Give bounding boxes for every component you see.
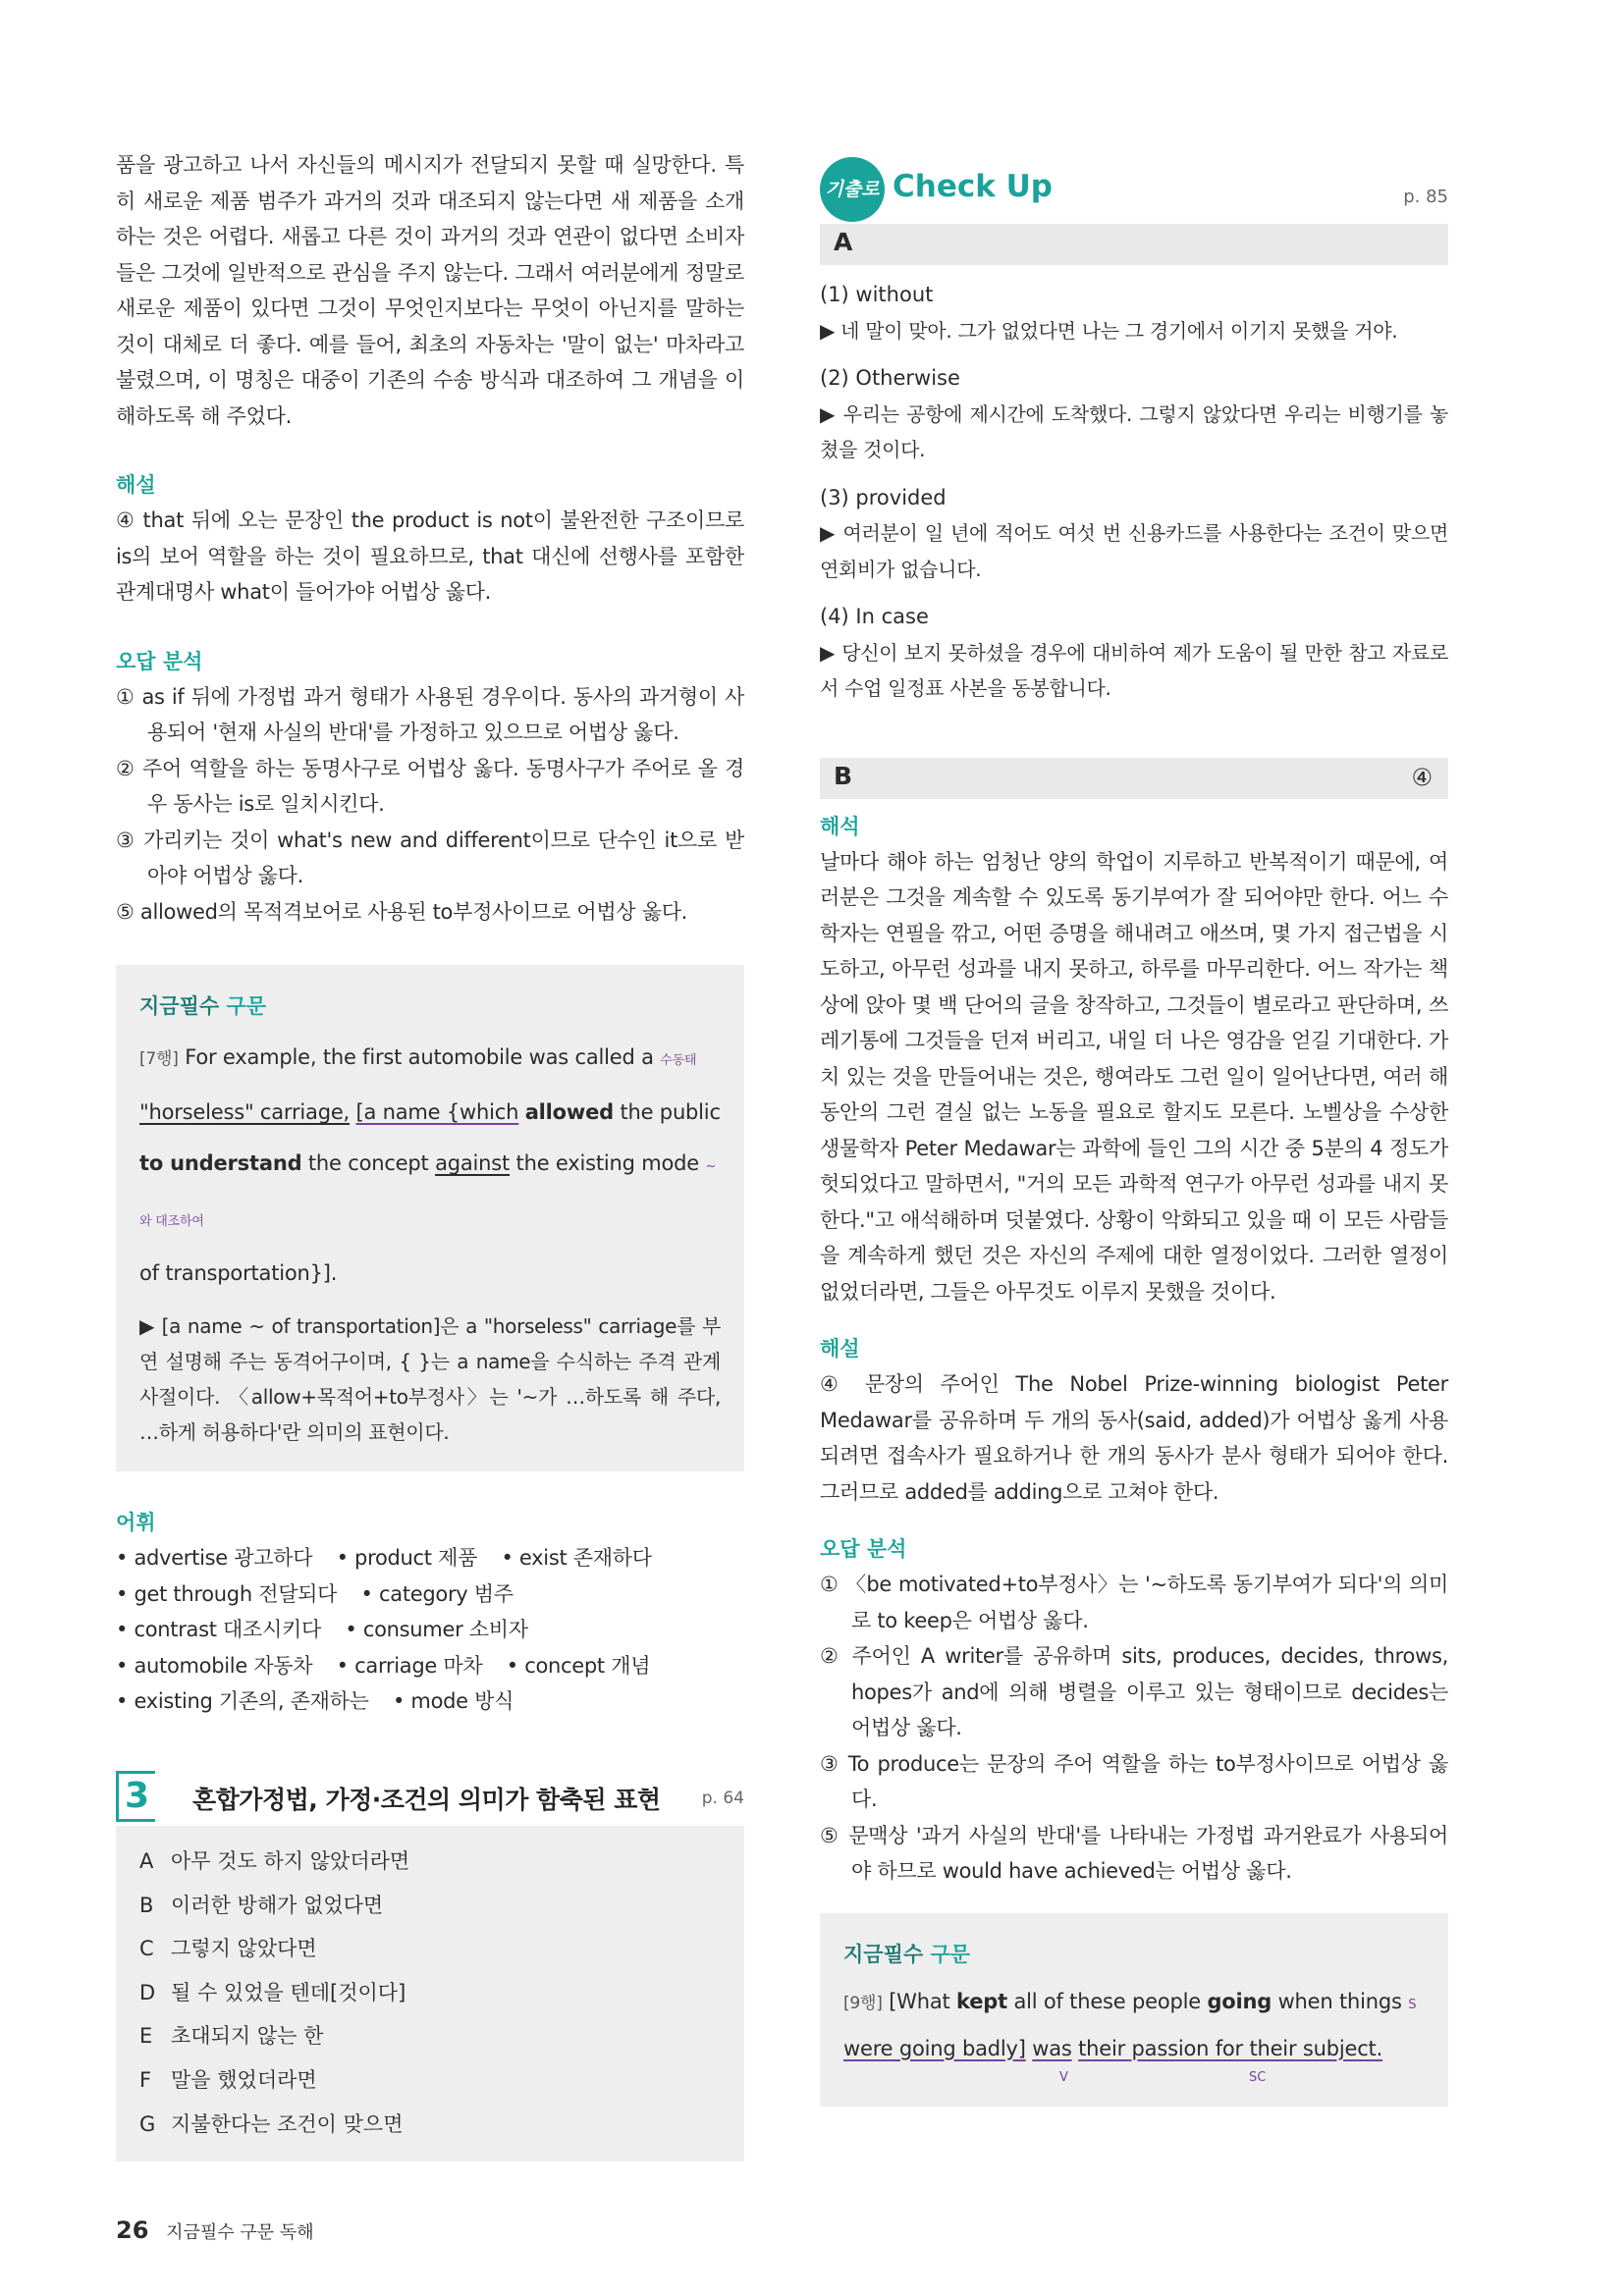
answer-row	[139, 1840, 721, 1884]
answer-row	[139, 1884, 721, 1928]
verb-annotation: V	[1059, 2069, 1068, 2085]
section3-title: 혼합가정법, 가정·조건의 의미가 함축된 표현	[192, 1786, 661, 1814]
vocab-item: • existing 기존의, 존재하는	[116, 1689, 369, 1713]
syntax-line-2	[843, 2027, 1425, 2070]
answer-text: 초대되지 않는 한	[171, 2024, 324, 2049]
key-syntax-title-main: 지금필수	[843, 1942, 924, 1966]
part-b-label: B	[834, 761, 853, 790]
syntax-line-4: of transportation}].	[139, 1261, 338, 1285]
section3-answer-list	[116, 1826, 744, 2162]
check-up-header	[820, 147, 1448, 224]
check-up-page-ref: p. 85	[1403, 187, 1448, 207]
syntax-line-3	[139, 1138, 721, 1248]
answer-text: 이러한 방해가 없었다면	[171, 1893, 384, 1917]
question: (4) In case	[820, 605, 929, 628]
odap-list	[116, 679, 744, 931]
syntax-text: all of these people	[1013, 1989, 1201, 2013]
answer-letter: E	[139, 2024, 153, 2049]
part-b-answer: ④	[1411, 763, 1433, 791]
odap-label: 오답 분석	[820, 1537, 907, 1561]
answer-text: 지불한다는 조건이 맞으면	[171, 2111, 404, 2136]
answer: ▶ 당신이 보지 못하셨을 경우에 대비하여 제가 도움이 될 만한 참고 자료로서 수업 일정표 사본을 동봉합니다.	[820, 640, 1448, 700]
vocab-item: • carriage 마차	[336, 1653, 483, 1678]
line-ref: [7행]	[139, 1049, 179, 1069]
vocab-item: • mode 방식	[392, 1689, 514, 1713]
vocab-label: 어휘	[116, 1511, 156, 1534]
haeseol-label: 해설	[116, 473, 156, 497]
syntax-line-1	[843, 1980, 1425, 2027]
vocab-item: • consumer 소비자	[345, 1618, 528, 1641]
vocab-item: • exist 존재하다	[501, 1546, 652, 1570]
syntax-line-1	[139, 1032, 721, 1087]
page-number: 26	[116, 2216, 149, 2244]
syntax-text: against	[435, 1151, 511, 1175]
odap-label: 오답 분석	[116, 649, 203, 673]
page-footer	[116, 2216, 314, 2244]
vocab-item: • advertise 광고하다	[116, 1546, 313, 1570]
answer-text: 그렇지 않았다면	[171, 1937, 317, 1961]
complement-annotation: SC	[1249, 2069, 1267, 2085]
syntax-text: the existing mode	[515, 1151, 699, 1175]
vocab-item: • contrast 대조시키다	[116, 1618, 321, 1641]
odap-item: ③ To produce는 문장의 주어 역할을 하는 to부정사이므로 어법상 옳다.	[820, 1751, 1448, 1811]
part-b-bar	[820, 758, 1448, 799]
contrast-annotation: ~와 대조하여	[139, 1159, 717, 1229]
answer-row	[139, 1927, 721, 1971]
vocab-list	[116, 1540, 744, 1720]
vocab-item: • concept 개념	[506, 1653, 651, 1678]
section3-page-ref: p. 64	[701, 1789, 744, 1808]
syntax-text: allowed	[524, 1100, 614, 1124]
odap-item: ③ 가리키는 것이 what's new and different이므로 단수인 it으로 받아야 어법상 옳다.	[116, 828, 744, 887]
syntax-text: going	[1207, 1989, 1272, 2013]
syntax-text: when things	[1277, 1989, 1402, 2013]
key-syntax-title-main: 지금필수	[139, 994, 220, 1018]
vocab-item: • get through 전달되다	[116, 1581, 338, 1606]
answer-row	[139, 2103, 721, 2147]
odap-item: ⑤ allowed의 목적격보어로 사용된 to부정사이므로 어법상 옳다.	[116, 899, 688, 924]
answer-letter: A	[139, 1849, 154, 1873]
answer: ▶ 네 말이 맞아. 그가 없었다면 나는 그 경기에서 이기지 못했을 거야.	[820, 318, 1398, 343]
answer-row	[139, 2058, 721, 2103]
answer: ▶ 우리는 공항에 제시간에 도착했다. 그렇지 않았다면 우리는 비행기를 놓쳤을 것이다.	[820, 401, 1448, 461]
answer: ▶ 여러분이 일 년에 적어도 여섯 번 신용카드를 사용한다는 조건이 맞으면 연회비가 없습니다.	[820, 521, 1448, 581]
key-syntax-title-sub: 구문	[226, 994, 267, 1018]
answer-row	[139, 1971, 721, 2015]
vocab-item: • product 제품	[336, 1546, 478, 1570]
answer-letter: G	[139, 2111, 156, 2136]
answer-letter: C	[139, 1937, 154, 1961]
answer-letter: B	[139, 1893, 154, 1917]
translation-paragraph: 품을 광고하고 나서 자신들의 메시지가 전달되지 못할 때 실망한다. 특히 새로운 제품 범주가 과거의 것과 대조되지 않는다면 새 제품을 소개하는 것은 어렵다. 새롭고 다른 것이 과거의 것과 연관이 없다면 소비자들은 그것에 일반적으로 관심을 주지 않는다. 그래서 여러분에게 정말로 새로운 제품이 있다면 그것이 무엇인지보다는 무엇이 아닌지를 말하는 것이 대체로 더 좋다. 예를 들어, 최초의 자동차는 '말이 없는' 마차라고 불렸으며, 이 명칭은 대중이 기존의 수송 방식과 대조하여 그 개념을 이해하도록 해 주었다.	[116, 153, 744, 428]
key-syntax-title	[843, 1939, 1425, 1968]
vocab-item: • category 범주	[360, 1581, 514, 1606]
check-up-title: Check Up	[893, 169, 1053, 204]
haeseol-label: 해설	[820, 1337, 860, 1361]
passive-annotation: 수동태	[660, 1053, 697, 1068]
question: (1) without	[820, 283, 934, 306]
section3-header	[116, 1767, 744, 1826]
haeseol-text: ④ that 뒤에 오는 문장인 the product is not이 불완전한 구조이므로 is의 보어 역할을 하는 것이 필요하므로, that 대신에 선행사를 포함한 관계대명사 what이 들어가야 어법상 옳다.	[116, 508, 744, 604]
syntax-text: [What	[889, 1989, 950, 2013]
haeseol-text: ④ 문장의 주어인 The Nobel Prize-winning biologist Peter Medawar를 공유하며 두 개의 동사(said, added)가 어법상 옳게 사용되려면 접속사가 필요하거나 한 개의 동사가 분사 형태가 되어야 한다. 그러므로 added를 adding으로 고쳐야 한다.	[820, 1372, 1448, 1504]
syntax-note: ▶ [a name ~ of transportation]은 a "horseless" carriage를 부연 설명해 주는 동격어구이며, { }는 a name을 수식하는 주격 관계사절이다. 〈allow+목적어+to부정사〉는 '~가 …하도록 해 주다, …하게 허용하다'란 의미의 표현이다.	[139, 1314, 721, 1444]
answer-text: 될 수 있었을 텐데[것이다]	[171, 1980, 406, 2004]
syntax-line-2	[139, 1087, 721, 1138]
syntax-text: their passion for their subject.	[1078, 2036, 1383, 2060]
key-syntax-title-sub: 구문	[930, 1942, 971, 1966]
syntax-text: "horseless" carriage,	[139, 1100, 351, 1124]
answer-text: 말을 했었더라면	[171, 2067, 317, 2092]
question: (3) provided	[820, 485, 947, 509]
odap-item: ① as if 뒤에 가정법 과거 형태가 사용된 경우이다. 동사의 과거형이 사용되어 '현재 사실의 반대'를 가정하고 있으므로 어법상 옳다.	[116, 684, 744, 744]
syntax-annotations	[843, 2070, 1425, 2085]
haeseok-label: 해석	[820, 814, 860, 838]
section3-number: 3	[116, 1771, 155, 1822]
key-syntax-title	[139, 990, 721, 1020]
key-syntax-box	[820, 1913, 1448, 2107]
haeseok-text: 날마다 해야 하는 엄청난 양의 학업이 지루하고 반복적이기 때문에, 여러분은 그것을 계속할 수 있도록 동기부여가 잘 되어야만 한다. 어느 수학자는 연필을 깎고, 어떤 증명을 해내려고 애쓰며, 몇 가지 접근법을 시도하고, 아무런 성과를 내지 못하고, 하루를 마무리한다. 어느 작가는 책상에 앉아 몇 백 단어의 글을 창작하고, 그것들이 별로라고 판단하며, 쓰레기통에 그것들을 던져 버리고, 내일 더 나은 영감을 얻길 기대한다. 가치 있는 것을 만들어내는 것은, 행여라도 그런 일이 일어난다면, 여러 해 동안의 그런 결실 없는 노동을 필요로 할지도 모른다. 노벨상을 수상한 생물학자 Peter Medawar는 과학에 들인 그의 시간 중 5분의 4 정도가 헛되었다고 말하면서, "거의 모든 과학적 연구가 아무런 성과를 내지 못한다."고 애석해하며 덧붙였다. 상황이 악화되고 있을 때 이 모든 사람들을 계속하게 했던 것은 자신의 주제에 대한 열정이었다. 그러한 열정이 없었더라면, 그들은 아무것도 이루지 못했을 것이다.	[820, 849, 1448, 1304]
question: (2) Otherwise	[820, 366, 960, 390]
check-up-badge: 기출로	[820, 157, 885, 222]
odap-item: ② 주어 역할을 하는 동명사구로 어법상 옳다. 동명사구가 주어로 올 경우 동사는 is로 일치시킨다.	[116, 756, 744, 816]
left-column	[116, 147, 744, 1720]
answer-row	[139, 2014, 721, 2058]
syntax-text: were going badly]	[843, 2036, 1026, 2060]
answer-letter: F	[139, 2067, 152, 2092]
answer-text: 아무 것도 하지 않았더라면	[171, 1849, 410, 1873]
subject-annotation: S	[1408, 1997, 1417, 2012]
answer-letter: D	[139, 1980, 156, 2004]
odap-item: ⑤ 문맥상 '과거 사실의 반대'를 나타내는 가정법 과거완료가 사용되어야 하므로 would have achieved는 어법상 옳다.	[820, 1823, 1448, 1883]
right-column	[820, 147, 1448, 2107]
odap-item: ② 주어인 A writer를 공유하며 sits, produces, decides, throws, hopes가 and에 의해 병렬을 이루고 있는 형태이므로 decides는 어법상 옳다.	[820, 1644, 1448, 1739]
part-a-label: A	[834, 228, 853, 256]
syntax-text: the concept	[307, 1151, 429, 1175]
book-title: 지금필수 구문 독해	[166, 2222, 314, 2243]
vocab-item: • automobile 자동차	[116, 1653, 313, 1678]
syntax-text: the public	[620, 1100, 721, 1124]
syntax-text: [a name {which	[355, 1100, 519, 1124]
line-ref: [9행]	[843, 1993, 883, 2013]
key-syntax-box	[116, 965, 744, 1471]
syntax-text: kept	[956, 1989, 1007, 2013]
syntax-text: For example, the first automobile was called a	[185, 1045, 654, 1069]
odap-item: ① 〈be motivated+to부정사〉는 '~하도록 동기부여가 되다'의 의미로 to keep은 어법상 옳다.	[820, 1573, 1448, 1632]
syntax-text: was	[1032, 2036, 1072, 2060]
part-a-bar	[820, 224, 1448, 265]
syntax-text: to understand	[139, 1151, 302, 1175]
